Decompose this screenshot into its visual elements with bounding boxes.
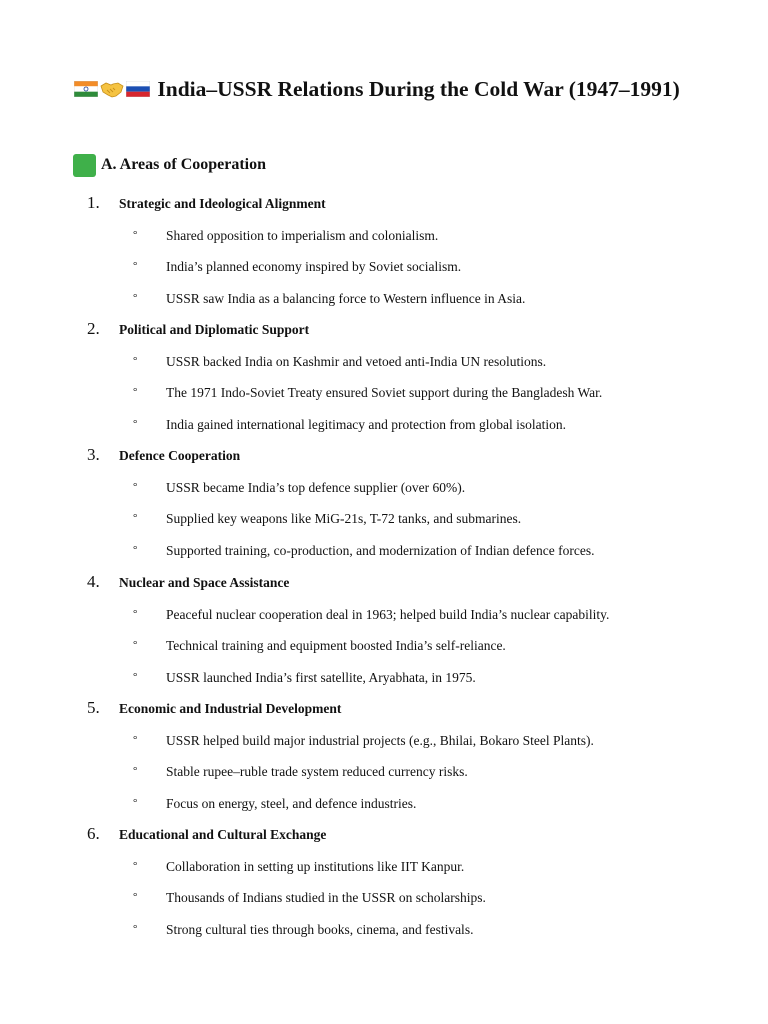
list-item <box>133 415 566 434</box>
list-item <box>133 289 525 308</box>
bullet-circle-icon: ° <box>133 891 138 903</box>
list-item-heading <box>87 573 289 592</box>
list-item-heading-text: Political and Diplomatic Support <box>119 322 310 337</box>
list-item-text: Supplied key weapons like MiG-21s, T-72 tanks, and submarines. <box>166 511 522 526</box>
list-item-text: Strong cultural ties through books, cinema, and festivals. <box>166 922 474 937</box>
bullet-circle-icon: ° <box>133 292 138 304</box>
list-item-heading-text: Nuclear and Space Assistance <box>119 575 290 590</box>
list-item-number: 2. <box>87 319 100 338</box>
section-heading-text: A. Areas of Cooperation <box>101 156 267 173</box>
list-item <box>133 383 602 402</box>
list-item-heading <box>87 320 309 339</box>
bullet-circle-icon: ° <box>133 229 138 241</box>
list-item <box>133 888 486 907</box>
list-item <box>133 257 461 276</box>
list-item-text: Collaboration in setting up institutions like IIT Kanpur. <box>166 859 465 874</box>
russia-flag-icon <box>126 81 150 97</box>
list-item-heading <box>87 194 326 213</box>
list-item <box>133 541 594 560</box>
page-title-text: India–USSR Relations During the Cold War (1947–1991) <box>157 77 680 101</box>
handshake-icon <box>100 80 124 98</box>
list-item-number: 6. <box>87 824 100 843</box>
bullet-circle-icon: ° <box>133 608 138 620</box>
green-square-icon <box>73 154 96 177</box>
list-item-number: 3. <box>87 445 100 464</box>
list-item-text: Thousands of Indians studied in the USSR on scholarships. <box>166 890 486 905</box>
bullet-circle-icon: ° <box>133 544 138 556</box>
list-item <box>133 857 464 876</box>
list-item <box>133 478 465 497</box>
bullet-circle-icon: ° <box>133 797 138 809</box>
list-item <box>133 605 609 624</box>
list-item-text: USSR backed India on Kashmir and vetoed anti-India UN resolutions. <box>166 354 547 369</box>
bullet-circle-icon: ° <box>133 418 138 430</box>
list-item <box>133 509 521 528</box>
list-item-heading-text: Economic and Industrial Development <box>119 701 342 716</box>
list-item-text: Technical training and equipment boosted India’s self-reliance. <box>166 638 506 653</box>
list-item-text: USSR became India’s top defence supplier (over 60%). <box>166 480 466 495</box>
list-item-text: Shared opposition to imperialism and colonialism. <box>166 228 439 243</box>
bullet-circle-icon: ° <box>133 734 138 746</box>
bullet-circle-icon: ° <box>133 260 138 272</box>
bullet-circle-icon: ° <box>133 512 138 524</box>
list-item <box>133 226 438 245</box>
list-item-heading <box>87 825 326 844</box>
list-item <box>133 668 476 687</box>
bullet-circle-icon: ° <box>133 639 138 651</box>
list-item-text: Supported training, co-production, and modernization of Indian defence forces. <box>166 543 595 558</box>
list-item-text: India gained international legitimacy and protection from global isolation. <box>166 417 567 432</box>
list-item <box>133 794 416 813</box>
list-item-heading-text: Educational and Cultural Exchange <box>119 827 327 842</box>
list-item-text: USSR helped build major industrial projects (e.g., Bhilai, Bokaro Steel Plants). <box>166 733 594 748</box>
list-item-number: 5. <box>87 698 100 717</box>
bullet-circle-icon: ° <box>133 355 138 367</box>
list-item-text: USSR launched India’s first satellite, Aryabhata, in 1975. <box>166 670 476 685</box>
bullet-circle-icon: ° <box>133 386 138 398</box>
list-item <box>133 731 594 750</box>
list-item <box>133 352 546 371</box>
list-item-text: The 1971 Indo-Soviet Treaty ensured Soviet support during the Bangladesh War. <box>166 385 603 400</box>
list-item <box>133 762 468 781</box>
india-flag-icon <box>74 81 98 97</box>
section-heading <box>73 153 266 177</box>
list-item <box>133 636 506 655</box>
list-item-text: Stable rupee–ruble trade system reduced currency risks. <box>166 764 468 779</box>
bullet-circle-icon: ° <box>133 671 138 683</box>
list-item-text: USSR saw India as a balancing force to Western influence in Asia. <box>166 291 526 306</box>
bullet-circle-icon: ° <box>133 923 138 935</box>
list-item-text: India’s planned economy inspired by Soviet socialism. <box>166 259 462 274</box>
list-item-heading-text: Defence Cooperation <box>119 448 241 463</box>
list-item-text: Peaceful nuclear cooperation deal in 1963; helped build India’s nuclear capability. <box>166 607 610 622</box>
list-item-heading <box>87 446 240 465</box>
list-item <box>133 920 473 939</box>
list-item-number: 4. <box>87 572 100 591</box>
bullet-circle-icon: ° <box>133 860 138 872</box>
list-item-number: 1. <box>87 193 100 212</box>
list-item-heading <box>87 699 341 718</box>
page-title <box>74 74 694 105</box>
bullet-circle-icon: ° <box>133 765 138 777</box>
list-item-text: Focus on energy, steel, and defence industries. <box>166 796 417 811</box>
bullet-circle-icon: ° <box>133 481 138 493</box>
list-item-heading-text: Strategic and Ideological Alignment <box>119 196 326 211</box>
